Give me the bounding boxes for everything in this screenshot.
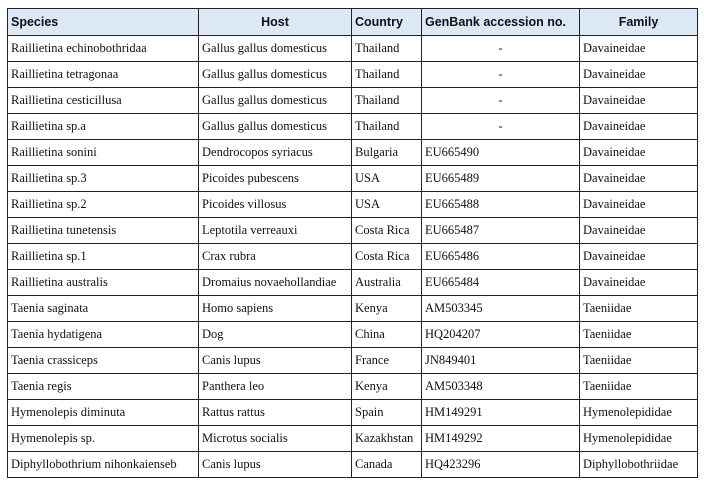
cell-accession: HQ423296 <box>422 452 580 478</box>
cell-accession: EU665490 <box>422 140 580 166</box>
cell-country: Thailand <box>352 62 422 88</box>
table-row <box>8 244 698 270</box>
cell-accession: AM503348 <box>422 374 580 400</box>
cell-country: Kenya <box>352 374 422 400</box>
cell-host: Dromaius novaehollandiae <box>199 270 352 296</box>
table-row <box>8 88 698 114</box>
header-row <box>8 9 698 36</box>
header-host: Host <box>199 9 352 36</box>
table-row <box>8 218 698 244</box>
cell-species: Taenia regis <box>8 374 199 400</box>
cell-family: Taeniidae <box>580 296 698 322</box>
cell-host: Canis lupus <box>199 348 352 374</box>
cell-host: Gallus gallus domesticus <box>199 62 352 88</box>
header-family: Family <box>580 9 698 36</box>
table-row <box>8 400 698 426</box>
cell-species: Raillietina echinobothridaa <box>8 36 199 62</box>
header-accession: GenBank accession no. <box>422 9 580 36</box>
cell-accession: EU665489 <box>422 166 580 192</box>
cell-species: Raillietina australis <box>8 270 199 296</box>
table-row <box>8 426 698 452</box>
cell-species: Raillietina cesticillusa <box>8 88 199 114</box>
cell-host: Canis lupus <box>199 452 352 478</box>
cell-accession: HM149291 <box>422 400 580 426</box>
cell-species: Raillietina sonini <box>8 140 199 166</box>
cell-family: Davaineidae <box>580 114 698 140</box>
cell-family: Davaineidae <box>580 244 698 270</box>
table-row <box>8 36 698 62</box>
cell-family: Hymenolepididae <box>580 426 698 452</box>
table-row <box>8 140 698 166</box>
cell-host: Dog <box>199 322 352 348</box>
table-row <box>8 452 698 478</box>
cell-country: China <box>352 322 422 348</box>
cell-species: Raillietina sp.a <box>8 114 199 140</box>
cell-country: Kazakhstan <box>352 426 422 452</box>
cell-family: Davaineidae <box>580 140 698 166</box>
cell-host: Gallus gallus domesticus <box>199 36 352 62</box>
cell-host: Gallus gallus domesticus <box>199 114 352 140</box>
cell-species: Taenia crassiceps <box>8 348 199 374</box>
cell-accession: EU665486 <box>422 244 580 270</box>
cell-species: Raillietina sp.3 <box>8 166 199 192</box>
table-row <box>8 166 698 192</box>
cell-species: Hymenolepis sp. <box>8 426 199 452</box>
table-row <box>8 322 698 348</box>
cell-accession: - <box>422 62 580 88</box>
cell-family: Diphyllobothriidae <box>580 452 698 478</box>
table-row <box>8 348 698 374</box>
cell-accession: EU665487 <box>422 218 580 244</box>
table-body <box>8 36 698 478</box>
cell-country: Thailand <box>352 36 422 62</box>
cell-country: Costa Rica <box>352 244 422 270</box>
cell-country: Bulgaria <box>352 140 422 166</box>
cell-family: Davaineidae <box>580 192 698 218</box>
species-table <box>7 8 698 478</box>
cell-country: Kenya <box>352 296 422 322</box>
cell-family: Davaineidae <box>580 62 698 88</box>
cell-species: Taenia hydatigena <box>8 322 199 348</box>
cell-accession: - <box>422 88 580 114</box>
cell-species: Raillietina sp.1 <box>8 244 199 270</box>
cell-family: Davaineidae <box>580 218 698 244</box>
cell-country: Thailand <box>352 88 422 114</box>
table-row <box>8 114 698 140</box>
table-row <box>8 374 698 400</box>
cell-host: Picoides villosus <box>199 192 352 218</box>
cell-species: Raillietina tunetensis <box>8 218 199 244</box>
cell-accession: EU665488 <box>422 192 580 218</box>
cell-host: Rattus rattus <box>199 400 352 426</box>
cell-family: Taeniidae <box>580 374 698 400</box>
cell-family: Davaineidae <box>580 166 698 192</box>
cell-accession: EU665484 <box>422 270 580 296</box>
cell-country: Costa Rica <box>352 218 422 244</box>
table-row <box>8 192 698 218</box>
cell-host: Gallus gallus domesticus <box>199 88 352 114</box>
header-species: Species <box>8 9 199 36</box>
cell-family: Taeniidae <box>580 322 698 348</box>
cell-country: Thailand <box>352 114 422 140</box>
table-row <box>8 62 698 88</box>
cell-family: Taeniidae <box>580 348 698 374</box>
cell-host: Picoides pubescens <box>199 166 352 192</box>
cell-family: Davaineidae <box>580 36 698 62</box>
cell-family: Davaineidae <box>580 270 698 296</box>
cell-country: Canada <box>352 452 422 478</box>
cell-species: Raillietina sp.2 <box>8 192 199 218</box>
cell-country: France <box>352 348 422 374</box>
cell-host: Panthera leo <box>199 374 352 400</box>
table-header <box>8 9 698 36</box>
cell-country: USA <box>352 166 422 192</box>
table-row <box>8 296 698 322</box>
cell-species: Taenia saginata <box>8 296 199 322</box>
cell-species: Raillietina tetragonaa <box>8 62 199 88</box>
table-container <box>7 8 698 478</box>
cell-species: Diphyllobothrium nihonkaienseb <box>8 452 199 478</box>
cell-accession: JN849401 <box>422 348 580 374</box>
cell-country: USA <box>352 192 422 218</box>
cell-accession: HQ204207 <box>422 322 580 348</box>
cell-family: Hymenolepididae <box>580 400 698 426</box>
cell-host: Leptotila verreauxi <box>199 218 352 244</box>
table-row <box>8 270 698 296</box>
cell-family: Davaineidae <box>580 88 698 114</box>
cell-host: Dendrocopos syriacus <box>199 140 352 166</box>
cell-host: Crax rubra <box>199 244 352 270</box>
cell-accession: - <box>422 114 580 140</box>
cell-host: Microtus socialis <box>199 426 352 452</box>
cell-accession: HM149292 <box>422 426 580 452</box>
cell-species: Hymenolepis diminuta <box>8 400 199 426</box>
header-country: Country <box>352 9 422 36</box>
cell-accession: AM503345 <box>422 296 580 322</box>
cell-country: Spain <box>352 400 422 426</box>
cell-country: Australia <box>352 270 422 296</box>
cell-accession: - <box>422 36 580 62</box>
cell-host: Homo sapiens <box>199 296 352 322</box>
